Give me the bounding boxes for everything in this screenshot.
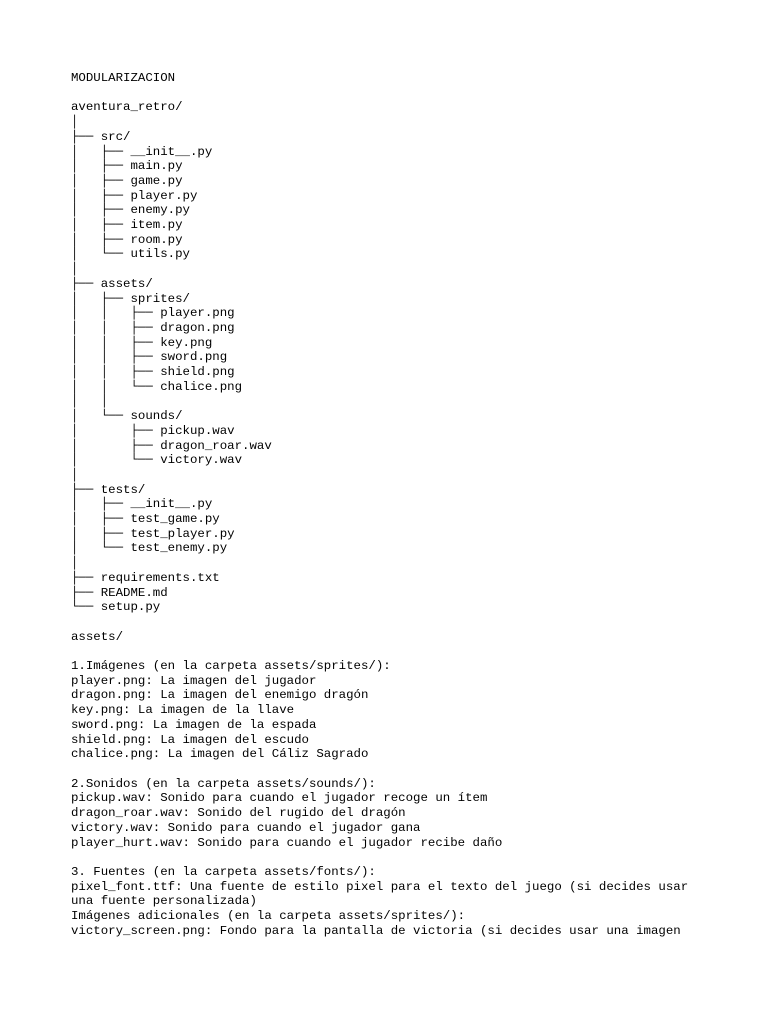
- fonts-list-item: una fuente personalizada): [71, 894, 257, 909]
- images-list-item: dragon.png: La imagen del enemigo dragón: [71, 688, 369, 703]
- tree-line: │ ├── pickup.wav: [71, 423, 235, 438]
- tree-line: │ └── test_enemy.py: [71, 541, 228, 556]
- fonts-section-list: [71, 880, 751, 939]
- images-list-item: shield.png: La imagen del escudo: [71, 732, 309, 747]
- tree-line: ├── src/: [71, 129, 131, 144]
- tree-line: └── setup.py: [71, 600, 161, 615]
- images-list-item: key.png: La imagen de la llave: [71, 703, 295, 718]
- tree-line: │ ├── test_player.py: [71, 526, 235, 541]
- tree-line: │ ├── dragon_roar.wav: [71, 438, 272, 453]
- tree-line: ├── README.md: [71, 585, 168, 600]
- tree-line: │ └── sounds/: [71, 409, 183, 424]
- images-list-item: chalice.png: La imagen del Cáliz Sagrado: [71, 747, 369, 762]
- tree-line: ├── requirements.txt: [71, 570, 220, 585]
- tree-line: │: [71, 556, 79, 571]
- tree-line: │ └── utils.py: [71, 247, 190, 262]
- tree-line: ├── tests/: [71, 482, 146, 497]
- tree-line: │ ├── room.py: [71, 232, 183, 247]
- tree-line: │ ├── game.py: [71, 173, 183, 188]
- tree-line: │ ├── sprites/: [71, 291, 190, 306]
- images-section-list: [71, 674, 751, 762]
- fonts-section-heading: 3. Fuentes (en la carpeta assets/fonts/):: [71, 864, 376, 879]
- fonts-list-item: pixel_font.ttf: Una fuente de estilo pixel para el texto del juego (si decides usar: [71, 879, 689, 894]
- document-title: MODULARIZACION: [71, 71, 176, 85]
- spacer: [71, 644, 751, 659]
- images-section-heading: 1.Imágenes (en la carpeta assets/sprites/):: [71, 659, 391, 674]
- spacer: [71, 762, 751, 777]
- tree-line: │: [71, 115, 79, 130]
- tree-line: │ ├── __init__.py: [71, 144, 213, 159]
- sounds-list-item: dragon_roar.wav: Sonido del rugido del dragón: [71, 806, 406, 821]
- tree-line: │ ├── test_game.py: [71, 512, 220, 527]
- fonts-list-item: victory_screen.png: Fondo para la pantalla de victoria (si decides usar una imagen: [71, 923, 681, 938]
- tree-line: │ ├── enemy.py: [71, 203, 190, 218]
- tree-line: │ ├── player.py: [71, 188, 198, 203]
- tree-line: │ │ ├── sword.png: [71, 350, 228, 365]
- images-list-item: sword.png: La imagen de la espada: [71, 717, 317, 732]
- tree-line: │ │ ├── dragon.png: [71, 320, 235, 335]
- tree-line: │ │ ├── player.png: [71, 306, 235, 321]
- tree-root: aventura_retro/: [71, 100, 183, 115]
- tree-line: ├── assets/: [71, 276, 153, 291]
- tree-line: │: [71, 467, 79, 482]
- sounds-section-heading: 2.Sonidos (en la carpeta assets/sounds/):: [71, 776, 376, 791]
- assets-heading: assets/: [71, 629, 124, 644]
- document-page: [71, 71, 751, 938]
- tree-line: │ ├── main.py: [71, 159, 183, 174]
- directory-tree: [71, 115, 751, 615]
- tree-line: │ │ └── chalice.png: [71, 379, 243, 394]
- tree-line: │: [71, 262, 79, 277]
- tree-line: │ ├── __init__.py: [71, 497, 213, 512]
- fonts-list-item: Imágenes adicionales (en la carpeta assets/sprites/):: [71, 909, 466, 923]
- tree-line: │ └── victory.wav: [71, 453, 243, 468]
- tree-line: │ │ ├── shield.png: [71, 365, 235, 380]
- sounds-list-item: victory.wav: Sonido para cuando el jugador gana: [71, 820, 421, 835]
- sounds-list-item: pickup.wav: Sonido para cuando el jugador recoge un ítem: [71, 791, 488, 806]
- images-list-item: player.png: La imagen del jugador: [71, 673, 317, 688]
- spacer: [71, 850, 751, 865]
- tree-line: │ │: [71, 394, 109, 409]
- spacer: [71, 615, 751, 630]
- tree-line: │ │ ├── key.png: [71, 335, 213, 350]
- spacer: [71, 86, 751, 101]
- sounds-section-list: [71, 791, 751, 850]
- sounds-list-item: player_hurt.wav: Sonido para cuando el jugador recibe daño: [71, 835, 503, 850]
- tree-line: │ ├── item.py: [71, 218, 183, 233]
